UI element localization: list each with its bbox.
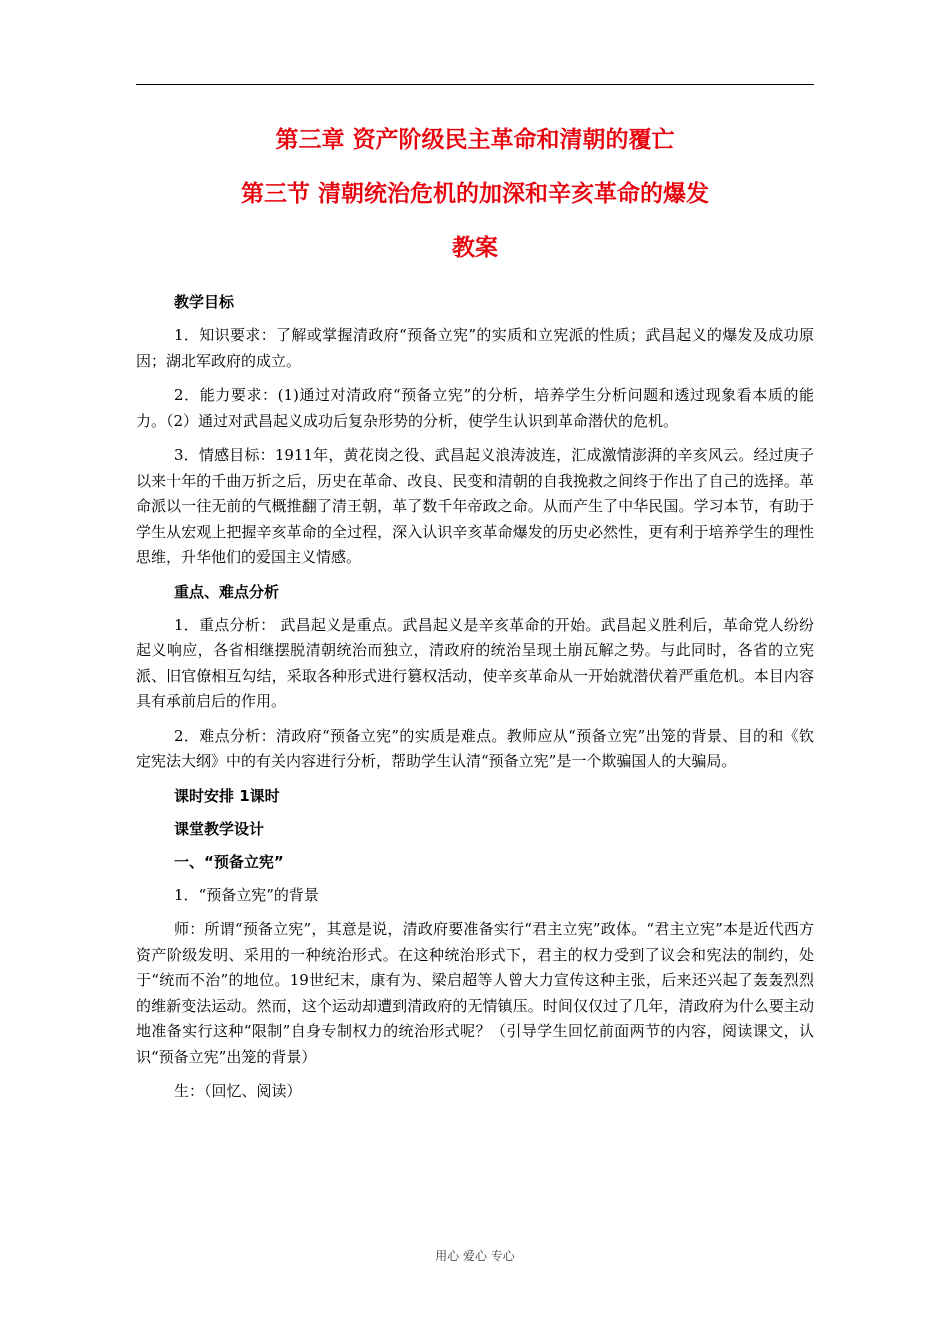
objective-knowledge: 1．知识要求：了解或掌握清政府“预备立宪”的实质和立宪派的性质；武昌起义的爆发及成功原因；湖北军政府的成立。 <box>136 326 814 370</box>
heading-objectives: 教学目标 <box>174 293 235 311</box>
document-body <box>136 124 814 1114</box>
doc-type-title: 教案 <box>452 235 498 261</box>
chapter-title: 第三章 资产阶级民主革命和清朝的覆亡 <box>275 127 675 153</box>
header-rule <box>136 84 814 85</box>
page-footer: 用心 爱心 专心 <box>435 1249 515 1263</box>
teacher-paragraph: 师：所谓“预备立宪”，其意是说，清政府要准备实行“君主立宪”政体。“君主立宪”本是近代西方资产阶级发明、采用的一种统治形式。在这种统治形式下，君主的权力受到了议会和宪法的制约，处于“统而不治”的地位。19世纪末，康有为、梁启超等人曾大力宣传这种主张，后来还兴起了轰轰烈烈的维新变法运动。然而，这个运动却遭到清政府的无情镇压。时间仅仅过了几年，清政府为什么要主动地准备实行这种“限制”自身专制权力的统治形式呢？（引导学生回忆前面两节的内容，阅读课文，认识“预备立宪”出笼的背景） <box>136 920 814 1066</box>
student-paragraph: 生：（回忆、阅读） <box>174 1082 302 1100</box>
heading-part1: 一、“预备立宪” <box>174 852 284 871</box>
heading-schedule: 课时安排 1课时 <box>174 786 280 805</box>
heading-key-points: 重点、难点分析 <box>174 582 280 601</box>
key-point-analysis: 1．重点分析： 武昌起义是重点。武昌起义是辛亥革命的开始。武昌起义胜利后，革命党人纷纷起义响应，各省相继摆脱清朝统治而独立，清政府的统治呈现土崩瓦解之势。与此同时，各省的立宪派、旧官僚相互勾结，采取各种形式进行篡权活动，使辛亥革命从一开始就潜伏着严重危机。本目内容具有承前启后的作用。 <box>136 615 814 710</box>
objective-ability: 2．能力要求：(1)通过对清政府“预备立宪”的分析，培养学生分析问题和透过现象看本质的能力。（2）通过对武昌起义成功后复杂形势的分析，使学生认识到革命潜伏的危机。 <box>136 386 814 430</box>
objective-emotion: 3．情感目标：1911年，黄花岗之役、武昌起义浪涛波连，汇成激情澎湃的辛亥风云。经过庚子以来十年的千曲万折之后，历史在革命、改良、民变和清朝的自我挽救之间终于作出了自己的选择。革命派以一往无前的气概推翻了清王朝，革了数千年帝政之命。从而产生了中华民国。学习本节，有助于学生从宏观上把握辛亥革命的全过程，深入认识辛亥革命爆发的历史必然性，更有利于培养学生的理性思维，升华他们的爱国主义情感。 <box>136 446 814 566</box>
heading-design: 课堂教学设计 <box>174 819 265 838</box>
section-title: 第三节 清朝统治危机的加深和辛亥革命的爆发 <box>240 181 709 207</box>
subheading-background: 1．“预备立宪”的背景 <box>174 885 319 904</box>
difficulty-analysis: 2．难点分析：清政府“预备立宪”的实质是难点。教师应从“预备立宪”出笼的背景、目的和《钦定宪法大纲》中的有关内容进行分析，帮助学生认清“预备立宪”是一个欺骗国人的大骗局。 <box>136 726 814 770</box>
